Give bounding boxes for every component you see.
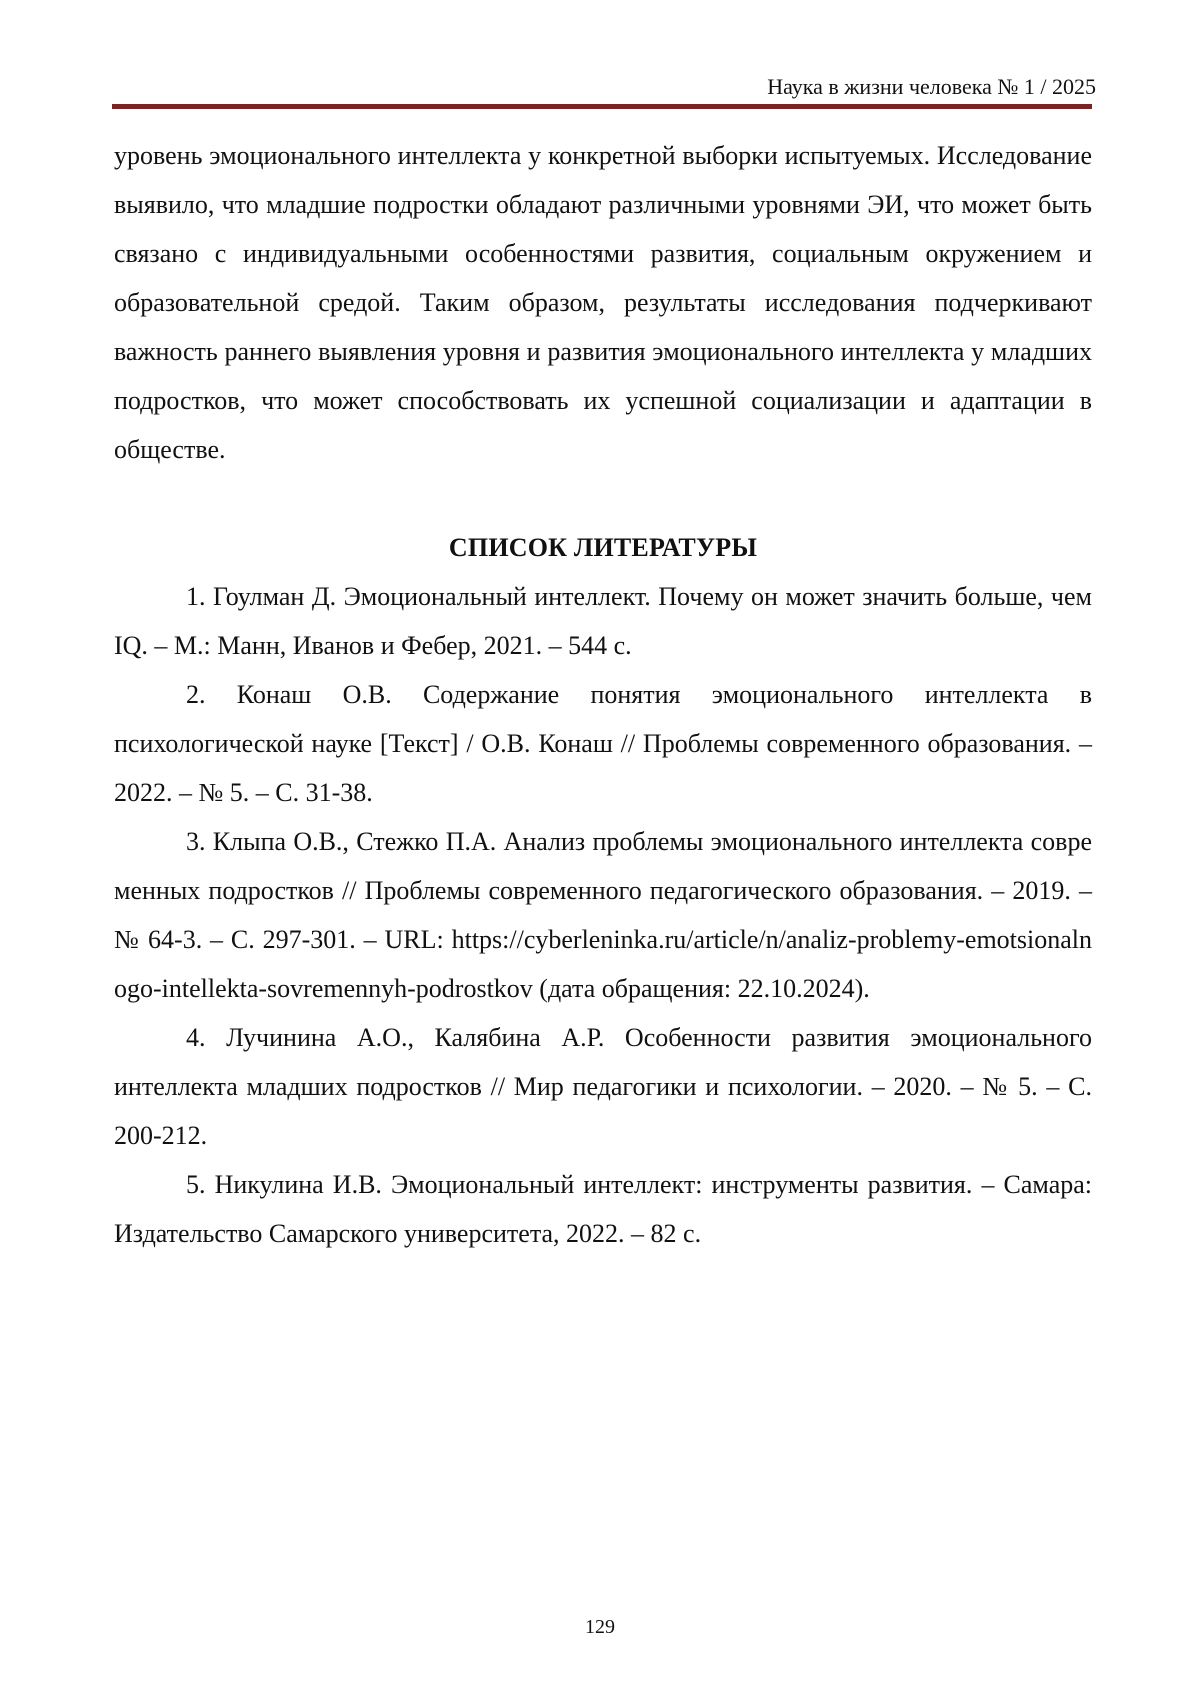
reference-item-2: 2. Конаш О.В. Содержание понятия эмоционального интеллекта в психологической науке [Текст] / О.В. Конаш // Проблемы современного образования. – 2022. – № 5. – С. 31-38. (114, 680, 1092, 807)
page-content (114, 131, 1092, 1258)
references-title: СПИСОК ЛИТЕРАТУРЫ (448, 533, 758, 562)
references-list (114, 572, 1092, 1258)
reference-item-4: 4. Лучинина А.О., Калябина А.Р. Особенности развития эмоционального интеллекта младших подростков // Мир педагогики и психологии. – 2020. – № 5. – С. 200-212. (114, 1023, 1092, 1150)
reference-item-3: 3. Клыпа О.В., Стежко П.А. Анализ проблемы эмоционального интеллекта современных подростков // Проблемы современного педагогического образования. – 2019. – № 64-3. – С. 297-301. – URL: https://cyberleninka.ru/article/n/analiz-problemy-emotsionalnogo-intellekta-sovremennyh-podrostkov (дата обращения: 22.10.2024). (114, 827, 1092, 1003)
reference-item-1: 1. Гоулман Д. Эмоциональный интеллект. Почему он может значить больше, чем IQ. – М.: Манн, Иванов и Фебер, 2021. – 544 с. (114, 582, 1092, 660)
journal-header: Наука в жизни человека № 1 / 2025 (767, 74, 1096, 99)
reference-item-5: 5. Никулина И.В. Эмоциональный интеллект: инструменты развития. – Самара: Издательство Самарского университета, 2022. – 82 с. (114, 1170, 1092, 1248)
page-number: 129 (585, 1616, 615, 1638)
header-divider (112, 104, 1092, 109)
body-paragraph: уровень эмоционального интеллекта у конкретной выборки испытуемых. Исследование выявило, что младшие подростки обладают различными уровнями ЭИ, что может быть связано с индивидуальными особенностями развития, социальным окружением и образовательной средой. Таким образом, результаты исследования подчеркивают важность раннего выявления уровня и развития эмоционального интеллекта у младших подростков, что может способствовать их успешной социализации и адаптации в обществе. (114, 141, 1092, 464)
